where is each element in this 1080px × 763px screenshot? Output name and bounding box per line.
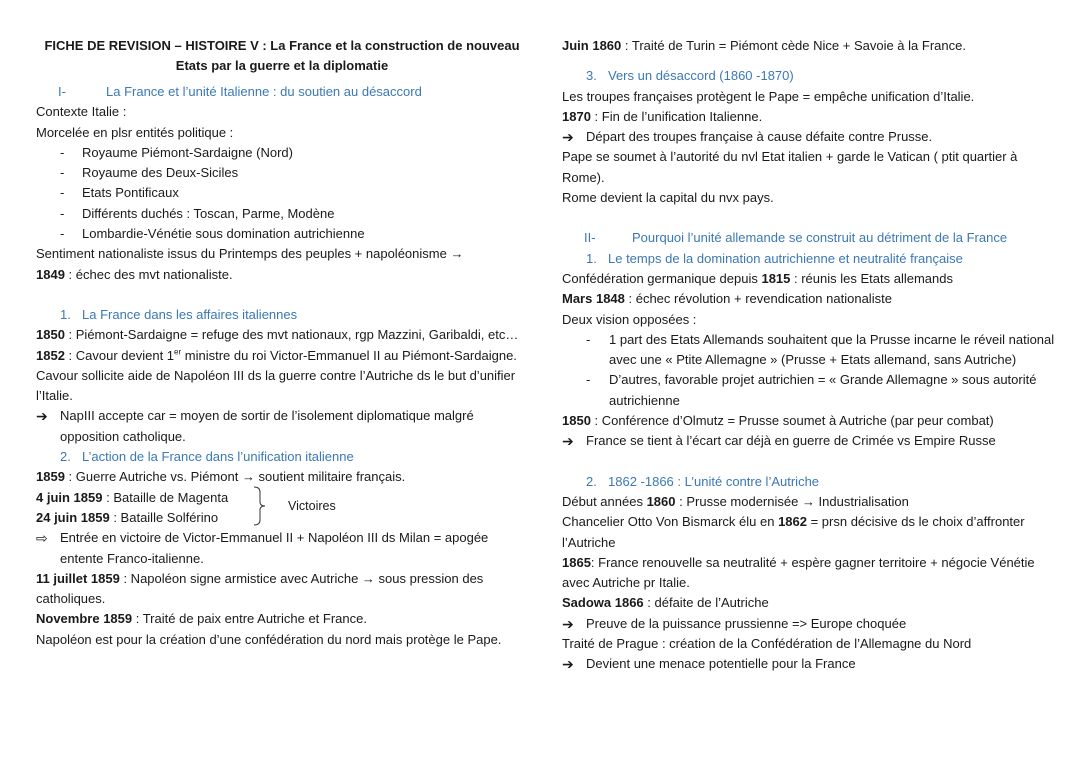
paragraph-1850-olmutz: 1850 : Conférence d’Olmutz = Prusse soumet à Autriche (par peur combat) bbox=[562, 413, 994, 429]
bold-arrow-icon: ➔ bbox=[562, 656, 574, 673]
bold-arrow-icon: ➔ bbox=[36, 408, 48, 425]
subsection-heading-4: 1. Le temps de la domination autrichienne et neutralité française bbox=[586, 250, 963, 266]
paragraph-juin-1860: Juin 1860 : Traité de Turin = Piémont cède Nice + Savoie à la France. bbox=[562, 38, 966, 53]
brace-icon bbox=[252, 486, 266, 526]
list-item: - D’autres, favorable projet autrichien = « Grande Allemagne » sous autorité autrichienne bbox=[562, 370, 1062, 411]
subsection-heading-5: 2. 1862 -1866 : L’unité contre l’Autriche bbox=[586, 473, 820, 489]
bold-arrow-icon: ➔ bbox=[562, 615, 574, 632]
napoleon-conf-text: Napoléon est pour la création d’une confédération du nord mais protège le Pape. bbox=[36, 631, 502, 647]
prague-text: Traité de Prague : création de la Confédération de l’Allemagne du Nord bbox=[562, 636, 972, 652]
list-item: - 1 part des Etats Allemands souhaitent que la Prusse incarne le réveil national avec une « Ptite Allemagne » (Prusse + Etats allemand, sans Autriche) bbox=[562, 330, 1062, 371]
paragraph-1852: 1852 : Cavour devient 1er ministre du roi Victor-Emmanuel II au Piémont-Sardaigne. bbox=[36, 347, 517, 363]
arrow-item: ➔ France se tient à l’écart car déjà en guerre de Crimée vs Empire Russe bbox=[562, 431, 1062, 451]
subsection-heading-3: 3. Vers un désaccord (1860 -1870) bbox=[586, 68, 794, 84]
bold-arrow-icon: ➔ bbox=[562, 433, 574, 450]
paragraph-novembre-1859: Novembre 1859 : Traité de paix entre Autriche et France. bbox=[36, 611, 367, 627]
subsection-heading-1: 1. La France dans les affaires italiennes bbox=[60, 306, 298, 322]
battle-magenta: 4 juin 1859 : Bataille de Magenta bbox=[36, 489, 229, 505]
rome-text: Rome devient la capital du nvx pays. bbox=[562, 190, 774, 206]
context-label: Contexte Italie : bbox=[36, 104, 127, 120]
left-column bbox=[36, 36, 528, 650]
paragraph-1849: 1849 : échec des mvt nationaliste. bbox=[36, 266, 233, 282]
battle-solferino: 24 juin 1859 : Bataille Solférino bbox=[36, 509, 219, 525]
section-heading-2: II- Pourquoi l’unité allemande se construit au détriment de la France bbox=[584, 230, 1008, 246]
arrow-item: ➔ Devient une menace potentielle pour la France bbox=[562, 654, 1062, 674]
battles-group bbox=[36, 488, 528, 529]
pape-text: Pape se soumet à l’autorité du nvl Etat italien + garde le Vatican ( ptit quartier à Rome). bbox=[562, 149, 1018, 185]
paragraph-sadowa: Sadowa 1866 : défaite de l’Autriche bbox=[562, 595, 769, 611]
paragraph-1870: 1870 : Fin de l’unification Italienne. bbox=[562, 108, 763, 124]
arrow-item: ➔ Départ des troupes française à cause défaite contre Prusse. bbox=[562, 127, 1062, 147]
arrow-item: ➔ Preuve de la puissance prussienne => Europe choquée bbox=[562, 614, 1062, 634]
list-item: - Lombardie-Vénétie sous domination autrichienne bbox=[36, 224, 528, 244]
list-item: - Etats Pontificaux bbox=[36, 183, 528, 203]
paragraph-1850: 1850 : Piémont-Sardaigne = refuge des mvt nationaux, rgp Mazzini, Garibaldi, etc… bbox=[36, 327, 519, 343]
list-item: - Royaume des Deux-Siciles bbox=[36, 163, 528, 183]
paragraph-mars-1848: Mars 1848 : échec révolution + revendication nationaliste bbox=[562, 291, 892, 307]
arrow-item: ⇨ Entrée en victoire de Victor-Emmanuel II + Napoléon III ds Milan = apogée entente Franco-italienne. bbox=[36, 530, 489, 566]
right-column bbox=[562, 36, 1062, 675]
list-item: - Royaume Piémont-Sardaigne (Nord) bbox=[36, 143, 528, 163]
arrow-item: ➔ NapIII accepte car = moyen de sortir de l’isolement diplomatique malgré opposition catholique. bbox=[36, 408, 474, 444]
sentiment-text: Sentiment nationaliste issus du Printemps des peuples + napoléonisme → bbox=[36, 246, 464, 262]
debut-1860-text: Début années 1860 : Prusse modernisée → Industrialisation bbox=[562, 493, 909, 509]
section-heading-1: I- La France et l’unité Italienne : du soutien au désaccord bbox=[58, 84, 422, 99]
paragraph-1859: 1859 : Guerre Autriche vs. Piémont → soutient militaire français. bbox=[36, 469, 406, 485]
troupes-text: Les troupes françaises protègent le Pape = empêche unification d’Italie. bbox=[562, 88, 975, 104]
page-title: FICHE DE REVISION – HISTOIRE V : La France et la construction de nouveau Etats par la guerre et la diplomatie bbox=[44, 38, 520, 73]
outline-arrow-icon: ⇨ bbox=[36, 530, 48, 547]
victoires-label: Victoires bbox=[288, 498, 336, 513]
paragraph-juillet-1859: 11 juillet 1859 : Napoléon signe armistice avec Autriche → sous pression des catholiques. bbox=[36, 570, 484, 607]
morcelee-text: Morcelée en plsr entités politique : bbox=[36, 124, 234, 140]
paragraph-1865: 1865: France renouvelle sa neutralité + espère gagner territoire + négocie Vénétie avec Autriche pr Italie. bbox=[562, 554, 1035, 591]
list-item: - Différents duchés : Toscan, Parme, Modène bbox=[36, 204, 528, 224]
deux-visions-label: Deux vision opposées : bbox=[562, 311, 697, 327]
subsection-heading-2: 2. L’action de la France dans l’unification italienne bbox=[60, 449, 354, 465]
bold-arrow-icon: ➔ bbox=[562, 129, 574, 146]
confederation-text: Confédération germanique depuis 1815 : réunis les Etats allemands bbox=[562, 270, 953, 286]
bismarck-text: Chancelier Otto Von Bismarck élu en 1862 = prsn décisive ds le choix d’affronter l’Autriche bbox=[562, 514, 1025, 550]
cavour-text: Cavour sollicite aide de Napoléon III ds la guerre contre l’Autriche ds le but d’unifier l’Italie. bbox=[36, 367, 516, 404]
